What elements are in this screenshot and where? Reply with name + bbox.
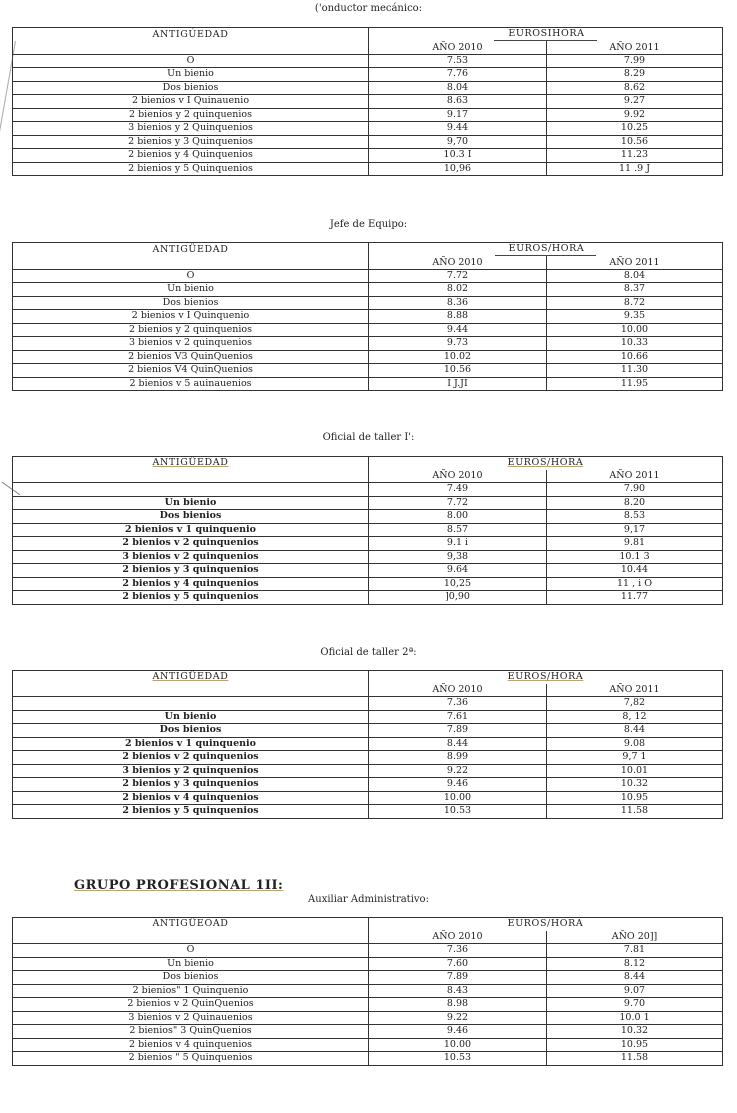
- value-2010: 10.00: [369, 791, 547, 805]
- value-2011: 8.12: [547, 957, 723, 971]
- value-2011: 7.81: [547, 944, 723, 958]
- row-label: 2 bienios y 4 quinquenios: [13, 577, 369, 591]
- table-row: [13, 957, 723, 971]
- table-title-conductor: ('onductor mecánico:: [314, 3, 423, 14]
- value-2011: 9,17: [547, 523, 723, 537]
- row-label: 2 bienios y 3 quinquenios: [13, 564, 369, 578]
- value-2011: 8.29: [547, 68, 723, 82]
- row-label: 2 bienios v 1 quinquenio: [13, 523, 369, 537]
- value-2010: 10.02: [369, 350, 547, 364]
- row-label: 2 bienios v 4 quinquenios: [13, 791, 369, 805]
- value-2010: 10.53: [369, 805, 547, 819]
- value-2010: 7.60: [369, 957, 547, 971]
- value-2011: 11.30: [547, 364, 723, 378]
- table-row: [13, 697, 723, 711]
- row-label: 3 bienios v 2 Quinauenios: [13, 1011, 369, 1025]
- value-2011: 10.25: [547, 122, 723, 136]
- wage-table: [12, 242, 723, 391]
- row-label: O: [13, 54, 369, 68]
- row-label: 2 bienios y 3 Quinquenios: [13, 135, 369, 149]
- value-2011: 7.99: [547, 54, 723, 68]
- value-2010: 8.44: [369, 737, 547, 751]
- value-2011: 9.70: [547, 998, 723, 1012]
- table-row: [13, 162, 723, 176]
- year-2011-header: AÑO 2011: [547, 470, 723, 483]
- euros-hora-header: EUROS/HORA: [495, 243, 597, 256]
- value-2010: 10,25: [369, 577, 547, 591]
- year-2010-header: AÑO 2010: [369, 684, 547, 697]
- table-row: [13, 135, 723, 149]
- value-2011: 8.44: [547, 724, 723, 738]
- table-row: [13, 537, 723, 551]
- value-2011: 8.20: [547, 496, 723, 510]
- table-row: [13, 350, 723, 364]
- value-2010: 7.36: [369, 697, 547, 711]
- value-2010: 9.46: [369, 778, 547, 792]
- row-label: O: [13, 944, 369, 958]
- value-2010: 9.1 i: [369, 537, 547, 551]
- euros-hora-header: EUROS/HORA: [507, 671, 584, 683]
- table-row: [13, 998, 723, 1012]
- table-row: [13, 122, 723, 136]
- row-label: Dos bienios: [13, 724, 369, 738]
- value-2010: ]0,90: [369, 591, 547, 605]
- value-2011: 10.32: [547, 778, 723, 792]
- table-row: [13, 81, 723, 95]
- row-label: 2 bienios y 2 quinquenios: [13, 108, 369, 122]
- value-2011: 10.32: [547, 1025, 723, 1039]
- value-2010: 7.89: [369, 724, 547, 738]
- value-2011: 9.08: [547, 737, 723, 751]
- value-2011: 8.44: [547, 971, 723, 985]
- value-2011: 10.66: [547, 350, 723, 364]
- row-label: Un bienio: [13, 283, 369, 297]
- value-2010: 9.44: [369, 323, 547, 337]
- year-2011-header: AÑO 2011: [547, 256, 723, 269]
- value-2011: 9,7 1: [547, 751, 723, 765]
- row-label: 2 bienios y 5 Quinquenios: [13, 162, 369, 176]
- row-label: Dos bienios: [13, 510, 369, 524]
- value-2011: 8.04: [547, 269, 723, 283]
- table-row: [13, 483, 723, 497]
- value-2010: 8.04: [369, 81, 547, 95]
- table-row: [13, 751, 723, 765]
- wage-table: [12, 456, 723, 605]
- value-2011: 9.35: [547, 310, 723, 324]
- table-row: [13, 984, 723, 998]
- table-row: [13, 364, 723, 378]
- row-label: 2 bienios v 2 quinquenios: [13, 751, 369, 765]
- table-title-oficial-2: Oficial de taller 2ª:: [320, 647, 417, 658]
- table-row: [13, 323, 723, 337]
- value-2010: I J.JI: [369, 377, 547, 391]
- table-row: [13, 710, 723, 724]
- value-2011: 10.44: [547, 564, 723, 578]
- year-2011-header: AÑO 2011: [547, 41, 723, 54]
- wage-table: [12, 27, 723, 176]
- value-2011: 10.01: [547, 764, 723, 778]
- value-2010: 9.22: [369, 764, 547, 778]
- table-row: [13, 805, 723, 819]
- table-row: [13, 377, 723, 391]
- table-row: [13, 1011, 723, 1025]
- antiguedad-header: ANTIGÜEDAD: [152, 243, 229, 255]
- value-2010: 8.57: [369, 523, 547, 537]
- row-label: O: [13, 269, 369, 283]
- value-2011: 10.0 1: [547, 1011, 723, 1025]
- value-2010: 9.22: [369, 1011, 547, 1025]
- row-label: [13, 697, 369, 711]
- value-2011: 9.27: [547, 95, 723, 109]
- table-row: [13, 737, 723, 751]
- row-label: 2 bienios y 5 quinquenios: [13, 591, 369, 605]
- value-2011: 11 , i O: [547, 577, 723, 591]
- antiguedad-header: ANTIGÜEDAD: [152, 671, 229, 683]
- table-row: [13, 149, 723, 163]
- row-label: Un bienio: [13, 68, 369, 82]
- value-2011: 8.72: [547, 296, 723, 310]
- year-2010-header: AÑO 2010: [369, 256, 547, 269]
- value-2010: 8.00: [369, 510, 547, 524]
- value-2011: 9.92: [547, 108, 723, 122]
- table-row: [13, 550, 723, 564]
- table-row: [13, 1038, 723, 1052]
- value-2010: 9.17: [369, 108, 547, 122]
- table-row: [13, 764, 723, 778]
- year-2010-header: AÑO 2010: [369, 41, 547, 54]
- value-2010: 10.00: [369, 1038, 547, 1052]
- table-row: [13, 269, 723, 283]
- row-label: Dos bienios: [13, 81, 369, 95]
- table-row: [13, 523, 723, 537]
- euros-hora-header: EUROSIHORA: [494, 28, 596, 41]
- value-2011: 11.23: [547, 149, 723, 163]
- value-2010: 9,70: [369, 135, 547, 149]
- value-2011: 8, 12: [547, 710, 723, 724]
- value-2010: 8.36: [369, 296, 547, 310]
- value-2011: 11.77: [547, 591, 723, 605]
- row-label: Un bienio: [13, 957, 369, 971]
- table-row: [13, 95, 723, 109]
- table-row: [13, 496, 723, 510]
- value-2011: 11.95: [547, 377, 723, 391]
- table-row: [13, 564, 723, 578]
- row-label: 2 bienios" 3 QuinQuenios: [13, 1025, 369, 1039]
- table-row: [13, 1025, 723, 1039]
- table-row: [13, 778, 723, 792]
- value-2010: 8.63: [369, 95, 547, 109]
- row-label: 2 bienios v I Quinauenio: [13, 95, 369, 109]
- value-2011: 10.00: [547, 323, 723, 337]
- value-2010: 8.02: [369, 283, 547, 297]
- value-2010: 7.89: [369, 971, 547, 985]
- row-label: 2 bienios y 2 quinquenios: [13, 323, 369, 337]
- value-2010: 7.49: [369, 483, 547, 497]
- value-2010: 8.43: [369, 984, 547, 998]
- value-2010: 8.99: [369, 751, 547, 765]
- value-2011: 10.1 3: [547, 550, 723, 564]
- table-row: [13, 54, 723, 68]
- table-title-oficial-1: Oficial de taller I':: [322, 432, 415, 443]
- table-row: [13, 971, 723, 985]
- wage-table: [12, 670, 723, 819]
- row-label: 2 bienios V4 QuinQuenios: [13, 364, 369, 378]
- value-2011: 10.56: [547, 135, 723, 149]
- value-2010: 10.3 I: [369, 149, 547, 163]
- row-label: 2 bienios " 5 Quinquenios: [13, 1052, 369, 1066]
- table-row: [13, 724, 723, 738]
- value-2011: 7,82: [547, 697, 723, 711]
- row-label: 2 bienios v 2 QuinQuenios: [13, 998, 369, 1012]
- value-2011: 10.95: [547, 1038, 723, 1052]
- value-2010: 10.56: [369, 364, 547, 378]
- value-2011: 7.90: [547, 483, 723, 497]
- row-label: 2 bienios v I Quinquenio: [13, 310, 369, 324]
- row-label: 2 bienios v 2 quinquenios: [13, 537, 369, 551]
- table-row: [13, 510, 723, 524]
- row-label: 2 bienios v 1 quinquenio: [13, 737, 369, 751]
- value-2010: 7.72: [369, 496, 547, 510]
- value-2011: 10.95: [547, 791, 723, 805]
- value-2011: 11.58: [547, 1052, 723, 1066]
- year-2010-header: AÑO 2010: [369, 470, 547, 483]
- value-2011: 8.53: [547, 510, 723, 524]
- row-label: [13, 483, 369, 497]
- value-2010: 7.72: [369, 269, 547, 283]
- grupo-profesional-heading: GRUPO PROFESIONAL 1II:: [74, 878, 284, 893]
- row-label: 2 bienios y 3 quinquenios: [13, 778, 369, 792]
- row-label: Un bienio: [13, 496, 369, 510]
- table-row: [13, 944, 723, 958]
- value-2010: 7.53: [369, 54, 547, 68]
- value-2011: 9.07: [547, 984, 723, 998]
- antiguedad-header: ANTIGÚEDAD: [152, 28, 229, 40]
- year-2011-header: AÑO 2011: [547, 684, 723, 697]
- table-row: [13, 283, 723, 297]
- table-row: [13, 296, 723, 310]
- value-2011: 10.33: [547, 337, 723, 351]
- value-2010: 9.64: [369, 564, 547, 578]
- value-2010: 9.46: [369, 1025, 547, 1039]
- table-row: [13, 1052, 723, 1066]
- value-2011: 11 .9 J: [547, 162, 723, 176]
- value-2010: 8.88: [369, 310, 547, 324]
- table-row: [13, 310, 723, 324]
- euros-hora-header: EUROS/HORA: [507, 457, 584, 469]
- row-label: Un bienio: [13, 710, 369, 724]
- row-label: 2 bienios V3 QuinQuenios: [13, 350, 369, 364]
- value-2011: 11.58: [547, 805, 723, 819]
- value-2010: 9.73: [369, 337, 547, 351]
- row-label: 2 bienios y 4 Quinquenios: [13, 149, 369, 163]
- year-2010-header: AÑO 2010: [369, 931, 547, 944]
- row-label: Dos bienios: [13, 971, 369, 985]
- row-label: 3 bienios y 2 Quinquenios: [13, 122, 369, 136]
- value-2010: 9.44: [369, 122, 547, 136]
- row-label: Dos bienios: [13, 296, 369, 310]
- antiguedad-header: ANTIGÜEOAD: [152, 918, 229, 930]
- value-2010: 7.76: [369, 68, 547, 82]
- value-2010: 7.36: [369, 944, 547, 958]
- value-2010: 8.98: [369, 998, 547, 1012]
- euros-hora-header: EUROS/HORA: [507, 918, 584, 930]
- row-label: 2 bienios y 5 quinquenios: [13, 805, 369, 819]
- value-2011: 8.62: [547, 81, 723, 95]
- value-2011: 9.81: [547, 537, 723, 551]
- table-row: [13, 337, 723, 351]
- value-2010: 9,38: [369, 550, 547, 564]
- antiguedad-header: ANTIGÜEDAD: [152, 457, 229, 469]
- wage-table: [12, 917, 723, 1066]
- value-2010: 10.53: [369, 1052, 547, 1066]
- row-label: 3 bienios v 2 quinquenios: [13, 337, 369, 351]
- row-label: 3 bienios v 2 quinquenios: [13, 550, 369, 564]
- value-2010: 10,96: [369, 162, 547, 176]
- value-2010: 7.61: [369, 710, 547, 724]
- table-row: [13, 577, 723, 591]
- row-label: 2 bienios v 4 quinquenios: [13, 1038, 369, 1052]
- row-label: 2 bienios v 5 auinauenios: [13, 377, 369, 391]
- year-2011-header: AÑO 20]]: [547, 931, 723, 944]
- table-title-auxiliar: Auxiliar Administrativo:: [308, 894, 429, 905]
- row-label: 2 bienios" 1 Quinquenio: [13, 984, 369, 998]
- table-row: [13, 591, 723, 605]
- table-row: [13, 68, 723, 82]
- table-title-jefe-equipo: Jefe de Equipo:: [329, 219, 408, 230]
- table-row: [13, 108, 723, 122]
- row-label: 3 bienios y 2 quinquenios: [13, 764, 369, 778]
- table-row: [13, 791, 723, 805]
- value-2011: 8.37: [547, 283, 723, 297]
